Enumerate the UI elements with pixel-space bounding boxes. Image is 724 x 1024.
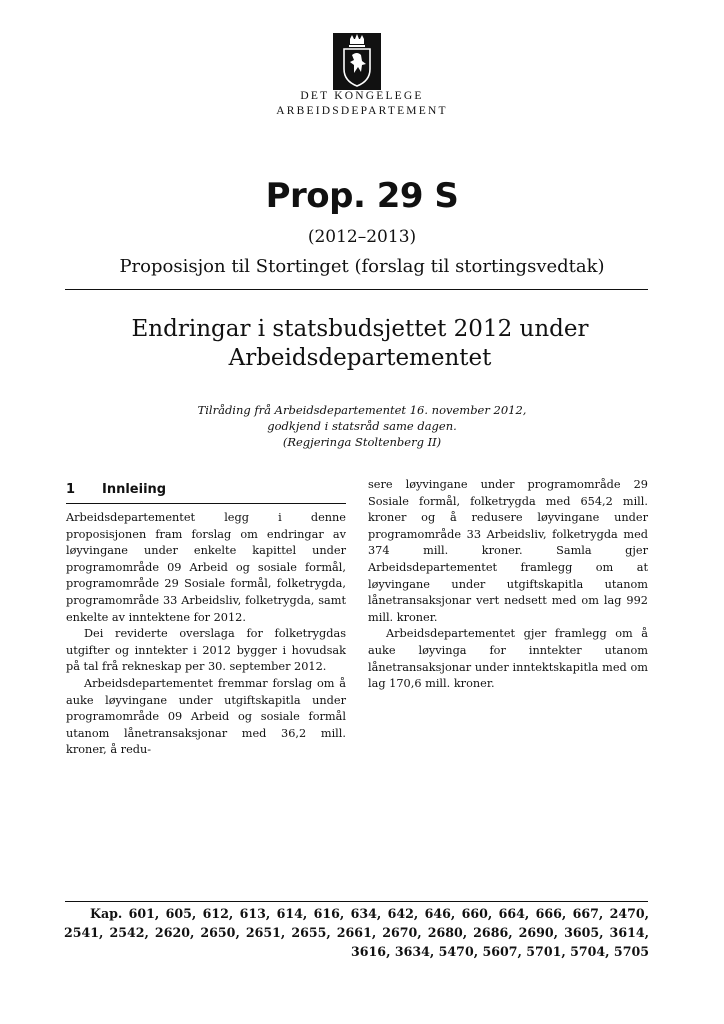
paragraph: Arbeidsdepartementet fremmar forslag om å auke løyvingane under utgiftskapitla under programområde 09 Arbeid og sosiale formål utanom lånetransaksjonar med 36,2 mill. kroner, å redu-	[66, 676, 346, 757]
paragraph: Arbeidsdepartementet gjer framlegg om å auke løyvinga for inntekter utanom lånetransaksjonar under inntektskapitla med om lag 170,6 mill. kroner.	[368, 627, 648, 691]
section-title: Innleiing	[102, 482, 167, 497]
session-years: (2012–2013)	[307, 227, 417, 247]
paragraph: Dei reviderte overslaga for folketrygdas utgifter og inntekter i 2012 bygger i hovudsak på tal frå rekneskap per 30. september 2012.	[66, 627, 346, 674]
recommendation-block	[0, 402, 724, 450]
proposition-type: Proposisjon til Stortinget (forslag til stortingsvedtak)	[119, 256, 605, 277]
department-line-2: ARBEIDSDEPARTEMENT	[276, 105, 448, 117]
divider-bottom	[65, 901, 648, 902]
section-number: 1	[66, 482, 76, 497]
recommendation-line-1: Tilråding frå Arbeidsdepartementet 16. november 2012,	[197, 403, 527, 417]
section-divider	[66, 503, 346, 504]
document-title: Endringar i statsbudsjettet 2012 under Arbeidsdepartementet	[131, 316, 589, 371]
text-column-right	[368, 477, 648, 693]
section-heading	[66, 482, 346, 497]
recommendation-line-2: godkjend i statsråd same dagen.	[267, 419, 457, 433]
proposition-number: Prop. 29 S	[265, 176, 459, 216]
divider-top	[65, 289, 648, 290]
paragraph: Arbeidsdepartementet legg i denne proposisjonen fram forslag om endringar av løyvingane under enkelte kapittel under programområde 09 Arbeid og sosiale formål, programområde 29 Sosiale formål, folketrygda, programområde 33 Arbeidsliv, folketrygda, samt enkelte av inntektene for 2012.	[66, 511, 346, 624]
recommendation-line-3: (Regjeringa Stoltenberg II)	[282, 435, 442, 449]
coat-of-arms-icon	[333, 33, 381, 90]
department-line-1: DET KONGELEGE	[300, 90, 424, 102]
chapter-list: Kap. 601, 605, 612, 613, 614, 616, 634, 642, 646, 660, 664, 666, 667, 2470, 2541, 2542, 2620, 2650, 2651, 2655, 2661, 2670, 2680, 2686, 2690, 3605, 3614, 3616, 3634, 5470, 5607, 5701, 5704, 5705	[64, 906, 649, 959]
paragraph: sere løyvingane under programområde 29 Sosiale formål, folketrygda med 654,2 mill. kroner og å redusere løyvingane under programområde 33 Arbeidsliv, folketrygda med 374 mill. kroner. Samla gjer Arbeidsdepartementet framlegg om at løyvingane under utgiftskapitla utanom lånetransaksjonar vert nedsett med om lag 992 mill. kroner.	[368, 478, 648, 624]
text-column-left	[66, 510, 346, 759]
